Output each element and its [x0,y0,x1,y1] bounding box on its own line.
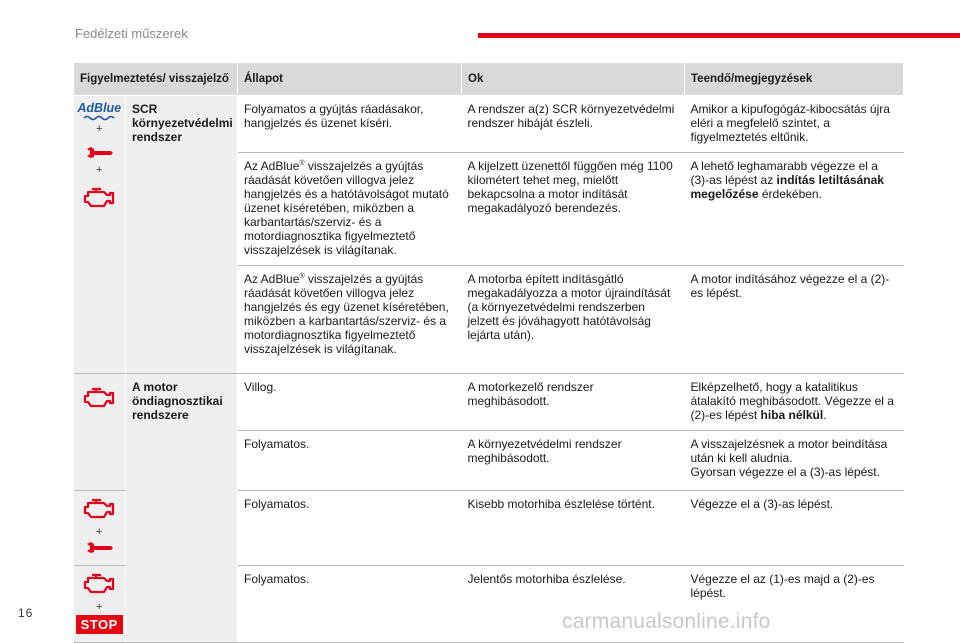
system-label-engine-diagnostics: A motor öndiagnosztikai rendszere [126,374,238,643]
cause-cell: Jelentős motorhiba észlelése. [462,566,685,643]
header-state: Állapot [238,63,462,96]
plus-sign: + [96,123,103,135]
header-action: Teendő/megjegyzések [685,63,904,96]
state-cell: Folyamatos. [238,431,462,491]
action-cell: A lehető leghamarabb végezze el a (3)-as lépést az indítás letiltásának megelőzése érdekében. [685,153,904,266]
cause-cell: A rendszer a(z) SCR környezetvédelmi rendszer hibáját észleli. [462,96,685,153]
engine-icon [83,386,115,413]
scr-icons-cell [74,96,126,374]
plus-sign: + [96,526,103,538]
engine-icon [83,572,115,599]
state-cell: Villog. [238,374,462,431]
table-row [74,374,904,431]
engine-icon [83,186,115,213]
engine-icon [83,497,115,524]
state-cell: Folyamatos. [238,566,462,643]
plus-sign: + [96,164,103,176]
cause-cell: A kijelzett üzenettől függően még 1100 kilométert tehet meg, mielőtt bekapcsolna a motor indítását megakadályozó berendezés. [462,153,685,266]
cause-cell: Kisebb motorhiba észlelése történt. [462,491,685,566]
cause-cell: A motorkezelő rendszer meghibásodott. [462,374,685,431]
action-cell: Amikor a kipufogógáz-kibocsátás újra eléri a megfelelő szintet, a figyelmeztetés eltűnik. [685,96,904,153]
engine-icon-cell [74,374,126,491]
action-cell: A motor indításához végezze el a (2)-es lépést. [685,266,904,374]
engine-wrench-icon-cell [74,491,126,566]
header-warning: Figyelmeztetés/ visszajelző [74,63,238,96]
action-cell: A visszajelzésnek a motor beindítása után ki kell aludnia. Gyorsan végezze el a (3)-as lépést. [685,431,904,491]
state-cell: Folyamatos a gyújtás ráadásakor, hangjelzés és üzenet kíséri. [238,96,462,153]
plus-sign: + [96,601,103,613]
state-cell: Az AdBlue® visszajelzés a gyújtás ráadását követően villogva jelez hangjelzés és egy üzenet kíséretében, miközben a karbantartás/szerviz- és a motordiagnosztika figyelmeztető visszajelzések is világítanak. [238,266,462,374]
watermark: carmanualsonline.info [562,610,771,633]
state-cell: Az AdBlue® visszajelzés a gyújtás ráadását követően villogva jelez hangjelzés és a hatótávolságot mutató üzenet kíséretében, miközben a karbantartás/szerviz- és a motordiagnosztika figyelmeztető visszajelzések is világítanak. [238,153,462,266]
wrench-icon [84,145,114,162]
stop-icon: STOP [76,615,123,634]
table-header-row [74,63,904,96]
cause-cell: A motorba épített indításgátló megakadályozza a motor újraindítását (a környezetvédelmi rendszerben jelzett és jóváhagyott hatótávolság lejárta után). [462,266,685,374]
action-cell: Végezze el az (1)-es majd a (2)-es lépést. [685,566,904,643]
table-row [74,96,904,153]
adblue-icon: AdBlue [77,102,121,121]
page-number: 16 [18,606,34,620]
header-cause: Ok [462,63,685,96]
action-cell: Elképzelhető, hogy a katalitikus átalakító meghibásodott. Végezze el a (2)-es lépést hiba nélkül. [685,374,904,431]
engine-stop-icon-cell [74,566,126,643]
cause-cell: A környezetvédelmi rendszer meghibásodott. [462,431,685,491]
page-header-title: Fedélzeti műszerek [75,26,188,41]
header-accent-bar [478,33,960,38]
state-cell: Folyamatos. [238,491,462,566]
wrench-icon [84,540,114,557]
action-cell: Végezze el a (3)-as lépést. [685,491,904,566]
system-label-scr: SCR környezetvédelmi rendszer [126,96,238,374]
warning-lights-table [73,62,904,643]
